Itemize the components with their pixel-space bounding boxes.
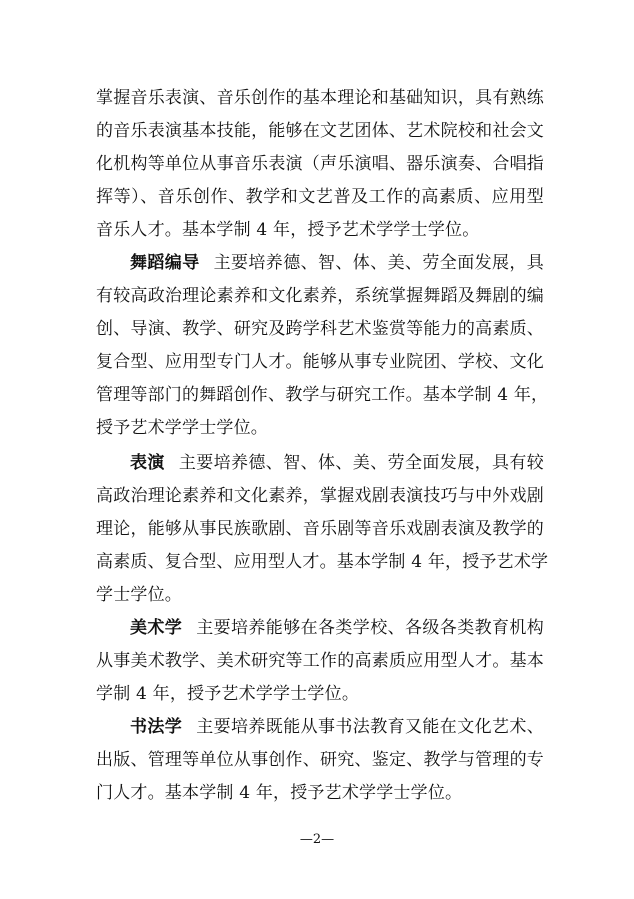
- paragraph-5-line-1-text: 主要培养既能从事书法教育又能在文化艺术、: [196, 717, 544, 737]
- paragraph-3-line-1: [130, 449, 544, 477]
- paragraph-2-line-3: 创、导演、教学、研究及跨学科艺术鉴赏等能力的高素质、: [96, 319, 544, 339]
- paragraph-1-line-1: 掌握音乐表演、音乐创作的基本理论和基础知识，具有熟练: [96, 88, 544, 108]
- paragraph-3-line-1-text: 主要培养德、智、体、美、劳全面发展，具有较: [178, 453, 545, 473]
- paragraph-3-line-2: 高政治理论素养和文化素养，掌握戏剧表演技巧与中外戏剧: [96, 486, 544, 506]
- paragraph-2-line-2: 有较高政治理论素养和文化素养，系统掌握舞蹈及舞剧的编: [96, 286, 544, 306]
- paragraph-3-line-4: 高素质、复合型、应用型人才。基本学制 4 年，授予艺术学: [96, 552, 549, 572]
- paragraph-5-line-1: [130, 713, 544, 741]
- paragraph-3-line-5: 学士学位。: [96, 585, 182, 605]
- paragraph-2-line-1: [130, 249, 544, 277]
- term-performance: 表演: [130, 453, 165, 473]
- paragraph-5-line-2: 出版、管理等单位从事创作、研究、鉴定、教学与管理的专: [96, 750, 544, 770]
- paragraph-2-line-6: 授予艺术学学士学位。: [96, 418, 268, 438]
- paragraph-1-line-2: 的音乐表演基本技能，能够在文艺团体、艺术院校和社会文: [96, 121, 544, 141]
- paragraph-3-line-3: 理论，能够从事民族歌剧、音乐剧等音乐戏剧表演及教学的: [96, 519, 544, 539]
- paragraph-4-line-2: 从事美术教学、美术研究等工作的高素质应用型人才。基本: [96, 651, 544, 671]
- paragraph-2-line-5: 管理等部门的舞蹈创作、教学与研究工作。基本学制 4 年，: [96, 385, 549, 405]
- paragraph-4-line-3: 学制 4 年，授予艺术学学士学位。: [96, 684, 360, 704]
- paragraph-1-line-5: 音乐人才。基本学制 4 年，授予艺术学学士学位。: [96, 220, 480, 240]
- paragraph-2-line-1-text: 主要培养德、智、体、美、劳全面发展，具: [213, 253, 544, 273]
- paragraph-5-line-3: 门人才。基本学制 4 年，授予艺术学学士学位。: [96, 783, 463, 803]
- page-number: —2—: [299, 832, 335, 847]
- term-dance-choreography: 舞蹈编导: [130, 253, 200, 273]
- paragraph-4-line-1-text: 主要培养能够在各类学校、各级各类教育机构: [196, 618, 544, 638]
- paragraph-1-line-3: 化机构等单位从事音乐表演（声乐演唱、器乐演奏、合唱指: [96, 154, 544, 174]
- paragraph-4-line-1: [130, 614, 544, 642]
- paragraph-1-line-4: 挥等）、音乐创作、教学和文艺普及工作的高素质、应用型: [96, 187, 544, 207]
- paragraph-2-line-4: 复合型、应用型专门人才。能够从事专业院团、学校、文化: [96, 352, 544, 372]
- term-fine-arts: 美术学: [130, 618, 183, 638]
- term-calligraphy: 书法学: [130, 717, 183, 737]
